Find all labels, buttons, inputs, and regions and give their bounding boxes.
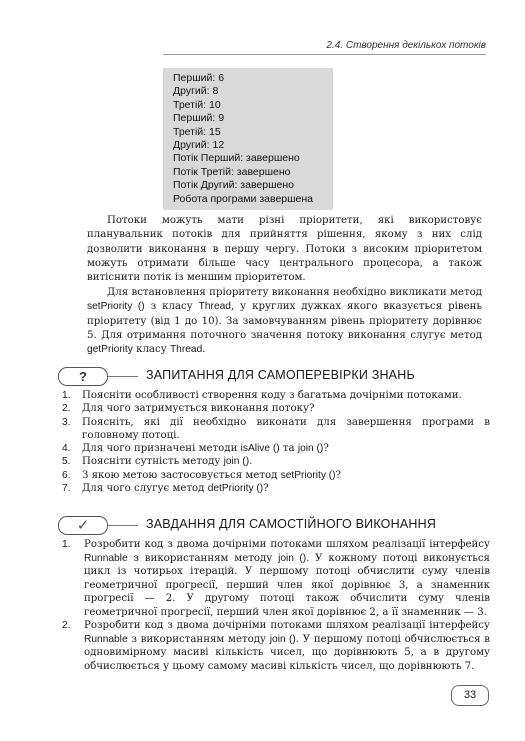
tasks-list: [58, 538, 490, 673]
page-number: 33: [451, 685, 489, 706]
list-item: [58, 402, 490, 415]
code-term: join (): [278, 552, 307, 564]
output-line: Другий: 12: [173, 139, 225, 152]
output-line: Потік Другий: завершено: [173, 179, 294, 192]
item-number: 5.: [62, 456, 71, 468]
code-term: Thread: [198, 301, 231, 313]
item-number: 7.: [62, 483, 71, 495]
code-term: setPriority (): [280, 469, 336, 481]
paragraph-text: Для встановлення пріоритету виконання необхідно викликати метод: [107, 287, 482, 298]
code-term: Runnable: [84, 633, 128, 645]
list-item: [58, 455, 490, 468]
output-line: Потік Третій: завершено: [173, 165, 291, 178]
item-text: Поясніти особливості створення коду з багатьма дочірніми потоками.: [82, 390, 462, 401]
item-text: .: [249, 456, 253, 468]
paragraph-text: класу: [132, 344, 170, 356]
item-text: Для чого слугує метод: [82, 483, 208, 495]
item-text: Поясніти сутність методу: [82, 456, 224, 468]
item-number: 1.: [62, 390, 71, 401]
item-text: та: [279, 443, 298, 455]
questions-section-header: [58, 367, 488, 387]
item-text: з використанням методу: [127, 552, 279, 564]
paragraph-text: , у круглих дужках якого вказується рівень пріоритету (від 1 до 10). За замовчуванням рівень пріоритету дорівнює 5. Для отримання поточного значення потоку виконання слугує метод: [87, 301, 482, 341]
item-number: 6.: [62, 469, 71, 481]
output-line: Третій: 15: [173, 125, 221, 138]
item-text: з використанням методу: [127, 633, 270, 645]
running-header: [163, 40, 486, 55]
running-header-text: 2.4. Створення декількох потоків: [326, 40, 486, 51]
item-text: . У кожному потоці виконується цикл із чотирьох ітерацій. У першому потоці обчислити суму членів геометричної прогресії, перший член якої дорівнює 3, а знаменник прогресії — 2. У другому потоці також обчислити суму членів геометричної прогресії, перший член якої дорівнює 2, а її знаменник — 3.: [84, 552, 490, 618]
header-divider: [108, 525, 138, 526]
item-text: Розробити код з двома дочірніми потоками шляхом реалізації інтерфейсу: [84, 620, 490, 631]
item-text: . У першому потоці обчислюється в одновимірному масиві кількість чисел, що дорівнюють 5, а в другому обчислюється у цьому самому масиві кількість чисел, що дорівнюють 7.: [84, 633, 490, 672]
item-number: 2.: [62, 403, 71, 415]
item-text: ?: [335, 469, 341, 481]
list-item: [58, 442, 490, 455]
code-term: join (): [297, 443, 324, 455]
output-line: Потік Перший: завершено: [173, 152, 300, 165]
item-number: 4.: [62, 443, 71, 455]
checkmark-icon: ✓: [76, 517, 90, 534]
item-text: Для чого затримується виконання потоку?: [82, 403, 315, 415]
code-term: join (): [269, 633, 296, 645]
check-badge: [58, 516, 108, 535]
item-text: Для чого призначені методи: [82, 443, 241, 455]
paragraph-priorities: Потоки можуть мати різні пріоритети, які використовує планувальник потоків для прийняття рішення, якому з них слід дозволити виконання в першу чергу. Потоки з високим пріоритетом можуть отримати більше часу центрального процесора, а також витіснити потік із меншим пріоритетом.: [87, 215, 482, 284]
list-item: [58, 469, 490, 482]
paragraph-text: з класу: [144, 301, 199, 313]
output-line: Робота програми завершена: [173, 192, 314, 205]
item-text: З якою метою застосовується метод: [82, 469, 281, 481]
question-badge: [58, 367, 108, 386]
item-number: 3.: [62, 416, 71, 428]
output-line: Перший: 6: [173, 72, 225, 84]
header-divider: [108, 376, 138, 377]
list-item: [58, 416, 490, 443]
output-line: Третій: 10: [173, 98, 221, 111]
output-line: Другий: 8: [173, 85, 219, 98]
code-term: setPriority (): [87, 301, 145, 313]
list-item: [58, 619, 490, 673]
question-mark-icon: ?: [79, 369, 87, 384]
item-text: ?: [323, 443, 329, 455]
paragraph-text: .: [202, 344, 206, 356]
list-item: [58, 482, 490, 495]
item-text: ?: [263, 483, 269, 495]
item-number: 2.: [62, 620, 71, 631]
code-term: join (): [223, 456, 250, 468]
list-item: [58, 538, 490, 619]
paragraph-set-priority: [87, 286, 482, 357]
code-term: Runnable: [84, 552, 128, 564]
questions-list: [58, 389, 490, 495]
program-output-box: [163, 68, 333, 210]
code-term: getPriority: [87, 344, 133, 356]
code-term: detPriority (): [207, 483, 264, 495]
tasks-section-header: [58, 516, 488, 536]
code-term: isAlive (): [240, 443, 280, 455]
questions-section-title: ЗАПИТАННЯ ДЛЯ САМОПЕРЕВІРКИ ЗНАНЬ: [146, 368, 415, 382]
item-text: Розробити код з двома дочірніми потоками шляхом реалізації інтерфейсу: [84, 539, 490, 550]
list-item: [58, 389, 490, 402]
item-text: Поясніть, які дії необхідно виконати для завершення програми в головному потоці.: [82, 416, 490, 441]
code-term: Thread: [169, 344, 203, 356]
item-number: 1.: [62, 539, 71, 550]
tasks-section-title: ЗАВДАННЯ ДЛЯ САМОСТІЙНОГО ВИКОНАННЯ: [146, 517, 437, 531]
output-line: Перший: 9: [173, 112, 225, 125]
